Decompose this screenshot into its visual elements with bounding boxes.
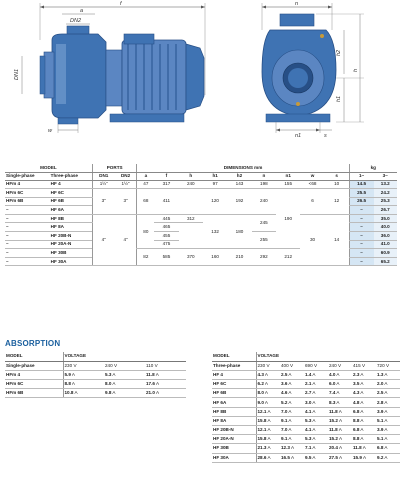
cell-h: [179, 223, 203, 249]
cell-single: HFm 6B: [5, 197, 50, 206]
cell-dn1: 4": [92, 214, 114, 266]
cell-three: HF 6C: [50, 189, 93, 198]
abs2-value: 7.1 A: [304, 444, 328, 453]
header-col-1ph: 1~: [349, 172, 373, 180]
abs2-value: 16.5 A: [280, 453, 304, 462]
abs2-value: 3.9 A: [376, 407, 400, 416]
abs2-value: 8.3 A: [328, 398, 352, 407]
cell-three: HF 30B: [50, 249, 93, 258]
header-col-h1: h1: [203, 172, 227, 180]
abs1-header-voltage: VOLTAGE: [63, 352, 186, 361]
cell-dn1: 3": [92, 189, 114, 215]
abs1-value: 8.0 A: [104, 380, 145, 389]
header-ports: PORTS: [92, 164, 137, 172]
cell-n1: 212: [276, 249, 300, 266]
dim-label-dn1: DN1: [14, 68, 20, 80]
abs2-value: 21.3 A: [256, 444, 280, 453]
abs2-value: 9.2 A: [376, 453, 400, 462]
abs2-value: 15.9 A: [352, 453, 376, 462]
abs2-value: 2.3 A: [352, 370, 376, 379]
abs2-value: 3.5 A: [352, 380, 376, 389]
abs2-value: 12.1 A: [256, 426, 280, 435]
abs1-voltage: 110 V: [145, 361, 186, 370]
abs2-value: 4.6 A: [280, 389, 304, 398]
cell-a: 47: [137, 180, 154, 189]
cell-kg-1ph: –: [349, 232, 373, 241]
abs2-value: 2.0 A: [376, 380, 400, 389]
cell-three: HF 6A: [50, 206, 93, 215]
abs2-voltage: 720 V: [376, 361, 400, 370]
abs1-model: HFm 6C: [5, 380, 63, 389]
pump-technical-drawing: [0, 0, 400, 145]
header-col-h: h: [179, 172, 203, 180]
cell-dn1: 1½": [92, 180, 114, 189]
abs2-value: 7.4 A: [328, 389, 352, 398]
absorption-title: ABSORPTION: [5, 339, 61, 348]
cell-kg-1ph: 26.5: [349, 197, 373, 206]
abs1-value: 21.0 A: [145, 389, 186, 398]
header-kg: kg: [349, 164, 397, 172]
abs1-value: 9.8 A: [104, 389, 145, 398]
table-row: [212, 426, 400, 435]
absorption-three-phase-table: [212, 352, 400, 463]
abs2-value: 3.0 A: [304, 398, 328, 407]
abs2-value: 4.1 A: [304, 407, 328, 416]
table-row: [212, 444, 400, 453]
abs2-value: 5.1 A: [376, 435, 400, 444]
abs2-value: 4.8 A: [352, 398, 376, 407]
table-row: [212, 370, 400, 379]
cell-kg-3ph: 36.0: [374, 232, 398, 241]
cell-f: 465: [154, 223, 178, 232]
cell-kg-3ph: 24.2: [374, 189, 398, 198]
abs2-value: 8.8 A: [352, 416, 376, 425]
cell-n: 255: [252, 232, 276, 249]
abs2-value: 5.3 A: [304, 435, 328, 444]
abs2-model: HF 6B: [212, 389, 256, 398]
dim-label-w: w: [48, 128, 52, 134]
dimensions-table: [5, 164, 397, 266]
abs1-voltage: 240 V: [104, 361, 145, 370]
dim-label-s: s: [324, 133, 327, 139]
cell-h2: 210: [227, 249, 251, 266]
cell-kg-3ph: 40.0: [374, 223, 398, 232]
cell-single: HFm 4: [5, 180, 50, 189]
abs1-value: 5.9 A: [63, 370, 104, 379]
absorption-single-phase-table: [5, 352, 186, 398]
abs2-model: HF 6A: [212, 398, 256, 407]
cell-three: HF 20A-N: [50, 240, 93, 249]
abs2-value: 9.1 A: [280, 435, 304, 444]
cell-single: HFm 6C: [5, 189, 50, 198]
header-dimensions: DIMENSIONS mm: [137, 164, 349, 172]
table-row: [212, 398, 400, 407]
abs2-value: 2.1 A: [304, 380, 328, 389]
abs2-value: 6.2 A: [256, 380, 280, 389]
abs2-value: 6.0 A: [328, 380, 352, 389]
header-col-s: s: [325, 172, 349, 180]
cell-f: 411: [154, 189, 178, 215]
abs2-voltage: 690 V: [304, 361, 328, 370]
table-row: [212, 416, 400, 425]
abs2-value: 11.8 A: [328, 426, 352, 435]
abs2-value: 9.5 A: [304, 453, 328, 462]
header-col-h2: h2: [227, 172, 251, 180]
header-single-phase: Single-phase: [5, 172, 50, 180]
abs1-header-model: MODEL: [5, 352, 63, 361]
abs2-header-voltage: VOLTAGE: [256, 352, 400, 361]
header-col-a: a: [137, 172, 154, 180]
cell-w: 6: [300, 189, 324, 215]
abs2-value: 8.8 A: [352, 435, 376, 444]
abs2-value: 6.8 A: [352, 426, 376, 435]
cell-kg-1ph: –: [349, 240, 373, 249]
abs1-value: 11.8 A: [145, 370, 186, 379]
cell-n: 240: [252, 189, 276, 215]
cell-w: <68: [300, 180, 324, 189]
abs2-value: 11.8 A: [328, 407, 352, 416]
table-row: [212, 380, 400, 389]
abs1-voltage: 230 V: [63, 361, 104, 370]
cell-single: –: [5, 232, 50, 241]
abs2-value: 3.6 A: [280, 380, 304, 389]
cell-f: 585: [154, 249, 178, 266]
abs2-value: 27.5 A: [328, 453, 352, 462]
cell-kg-3ph: 26.7: [374, 206, 398, 215]
cell-dn2: 3": [115, 189, 137, 215]
abs2-value: 5.3 A: [304, 416, 328, 425]
cell-a: 80: [137, 214, 154, 248]
abs2-value: 2.7 A: [304, 389, 328, 398]
cell-single: –: [5, 249, 50, 258]
cell-three: HF 30A: [50, 257, 93, 266]
abs1-value: 8.8 A: [63, 380, 104, 389]
cell-n1: 190: [276, 189, 300, 249]
abs2-voltage: 400 V: [280, 361, 304, 370]
cell-f: 445: [154, 214, 178, 223]
table-row: [212, 407, 400, 416]
cell-w: 30: [300, 214, 324, 266]
abs1-model: HFm 6B: [5, 389, 63, 398]
abs2-value: 15.2 A: [328, 416, 352, 425]
abs2-value: 15.8 A: [256, 435, 280, 444]
abs1-value: 10.8 A: [63, 389, 104, 398]
abs1-model: HFm 4: [5, 370, 63, 379]
cell-kg-3ph: 60.9: [374, 249, 398, 258]
cell-s: 12: [325, 189, 349, 215]
dim-label-h: h: [353, 68, 359, 72]
cell-a: 68: [137, 189, 154, 215]
table-row: [5, 214, 397, 223]
abs2-value: 1.3 A: [376, 370, 400, 379]
cell-single: –: [5, 223, 50, 232]
abs2-value: 8.0 A: [256, 389, 280, 398]
cell-single: –: [5, 206, 50, 215]
abs2-value: 4.0 A: [328, 370, 352, 379]
cell-kg-1ph: 14.5: [349, 180, 373, 189]
cell-n: 245: [252, 214, 276, 231]
abs2-value: 7.0 A: [280, 426, 304, 435]
header-col-3ph: 3~: [374, 172, 398, 180]
cell-single: –: [5, 214, 50, 223]
abs2-value: 9.0 A: [256, 398, 280, 407]
abs2-value: 6.8 A: [376, 444, 400, 453]
abs1-phase-label: Single-phase: [5, 361, 63, 370]
abs2-value: 4.3 A: [352, 389, 376, 398]
dim-label-dn2: DN2: [70, 18, 82, 24]
cell-h1: 132: [203, 214, 227, 248]
cell-three: HF 6B: [50, 197, 93, 206]
abs2-model: HF 4: [212, 370, 256, 379]
cell-single: –: [5, 257, 50, 266]
abs2-model: HF 30B: [212, 444, 256, 453]
abs2-value: 9.1 A: [280, 416, 304, 425]
header-col-w: w: [300, 172, 324, 180]
table-row: [5, 189, 397, 198]
table-row: [5, 380, 186, 389]
abs2-value: 3.9 A: [376, 426, 400, 435]
cell-three: HF 20B-N: [50, 232, 93, 241]
abs2-value: 15.2 A: [328, 435, 352, 444]
cell-s: 14: [325, 214, 349, 266]
cell-dn2: 4": [115, 214, 137, 266]
cell-kg-3ph: 65.2: [374, 257, 398, 266]
cell-h2: 143: [227, 180, 251, 189]
abs2-model: HF 30A: [212, 453, 256, 462]
abs2-value: 5.2 A: [280, 398, 304, 407]
header-dn1: DN1: [92, 172, 114, 180]
dim-label-a: a: [80, 8, 84, 14]
header-col-n: n: [252, 172, 276, 180]
header-three-phase: Three-phase: [50, 172, 93, 180]
header-model: MODEL: [5, 164, 92, 172]
cell-h: 240: [179, 180, 203, 189]
cell-kg-3ph: 25.3: [374, 197, 398, 206]
abs2-model: HF 20B-N: [212, 426, 256, 435]
cell-h1: 120: [203, 189, 227, 215]
cell-kg-1ph: –: [349, 214, 373, 223]
table-row: [212, 435, 400, 444]
abs2-voltage: 240 V: [328, 361, 352, 370]
table-row: [5, 180, 397, 189]
pump-side-view: [14, 1, 205, 134]
table-row: [5, 370, 186, 379]
cell-f: 475: [154, 240, 178, 249]
cell-kg-1ph: –: [349, 206, 373, 215]
table-row: [212, 453, 400, 462]
dim-label-h2: h2: [336, 49, 342, 56]
abs2-value: 11.8 A: [352, 444, 376, 453]
abs2-value: 12.1 A: [256, 407, 280, 416]
cell-kg-3ph: 13.2: [374, 180, 398, 189]
cell-h2: 180: [227, 214, 251, 248]
cell-kg-1ph: –: [349, 223, 373, 232]
abs2-voltage: 230 V: [256, 361, 280, 370]
cell-dn2: 1½": [115, 180, 137, 189]
cell-f: 455: [154, 232, 178, 241]
abs2-phase-label: Three-phase: [212, 361, 256, 370]
abs2-value: 1.4 A: [304, 370, 328, 379]
cell-single: –: [5, 240, 50, 249]
cell-n: 198: [252, 180, 276, 189]
table-row: [5, 389, 186, 398]
dim-label-n: n: [295, 1, 299, 7]
abs2-value: 20.4 A: [328, 444, 352, 453]
header-col-f: f: [154, 172, 178, 180]
abs2-value: 12.3 A: [280, 444, 304, 453]
header-dn2: DN2: [115, 172, 137, 180]
cell-three: HF 4: [50, 180, 93, 189]
cell-kg-1ph: –: [349, 249, 373, 258]
cell-h1: 160: [203, 249, 227, 266]
abs2-value: 4.3 A: [256, 370, 280, 379]
abs2-value: 15.8 A: [256, 416, 280, 425]
cell-h: 370: [179, 249, 203, 266]
abs2-model: HF 20A-N: [212, 435, 256, 444]
pump-front-view: [262, 1, 364, 139]
cell-h: 312: [179, 214, 203, 223]
cell-kg-1ph: 25.5: [349, 189, 373, 198]
abs2-value: 28.6 A: [256, 453, 280, 462]
cell-three: HF 8A: [50, 223, 93, 232]
abs2-model: HF 8B: [212, 407, 256, 416]
cell-h2: 192: [227, 189, 251, 215]
cell-n: 292: [252, 249, 276, 266]
abs2-value: 6.8 A: [352, 407, 376, 416]
abs1-value: 5.3 A: [104, 370, 145, 379]
table-row: [212, 389, 400, 398]
abs2-model: HF 6C: [212, 380, 256, 389]
cell-s: 10: [325, 180, 349, 189]
dim-label-n1: n1: [295, 133, 302, 139]
cell-three: HF 8B: [50, 214, 93, 223]
abs2-value: 2.5 A: [376, 389, 400, 398]
dim-label-f: f: [120, 1, 122, 7]
abs2-header-model: MODEL: [212, 352, 256, 361]
cell-kg-1ph: –: [349, 257, 373, 266]
abs2-value: 2.8 A: [376, 398, 400, 407]
cell-f: 317: [154, 180, 178, 189]
cell-n1: 155: [276, 180, 300, 189]
cell-kg-3ph: 35.0: [374, 214, 398, 223]
header-col-n1: n1: [276, 172, 300, 180]
abs2-value: 2.5 A: [280, 370, 304, 379]
cell-h1: 97: [203, 180, 227, 189]
abs2-voltage: 415 V: [352, 361, 376, 370]
abs1-value: 17.6 A: [145, 380, 186, 389]
dim-label-h1: h1: [336, 95, 342, 102]
cell-kg-3ph: 41.0: [374, 240, 398, 249]
abs2-value: 7.0 A: [280, 407, 304, 416]
abs2-model: HF 8A: [212, 416, 256, 425]
abs2-value: 5.1 A: [376, 416, 400, 425]
cell-a: 82: [137, 249, 154, 266]
cell-h: [179, 189, 203, 215]
abs2-value: 4.1 A: [304, 426, 328, 435]
